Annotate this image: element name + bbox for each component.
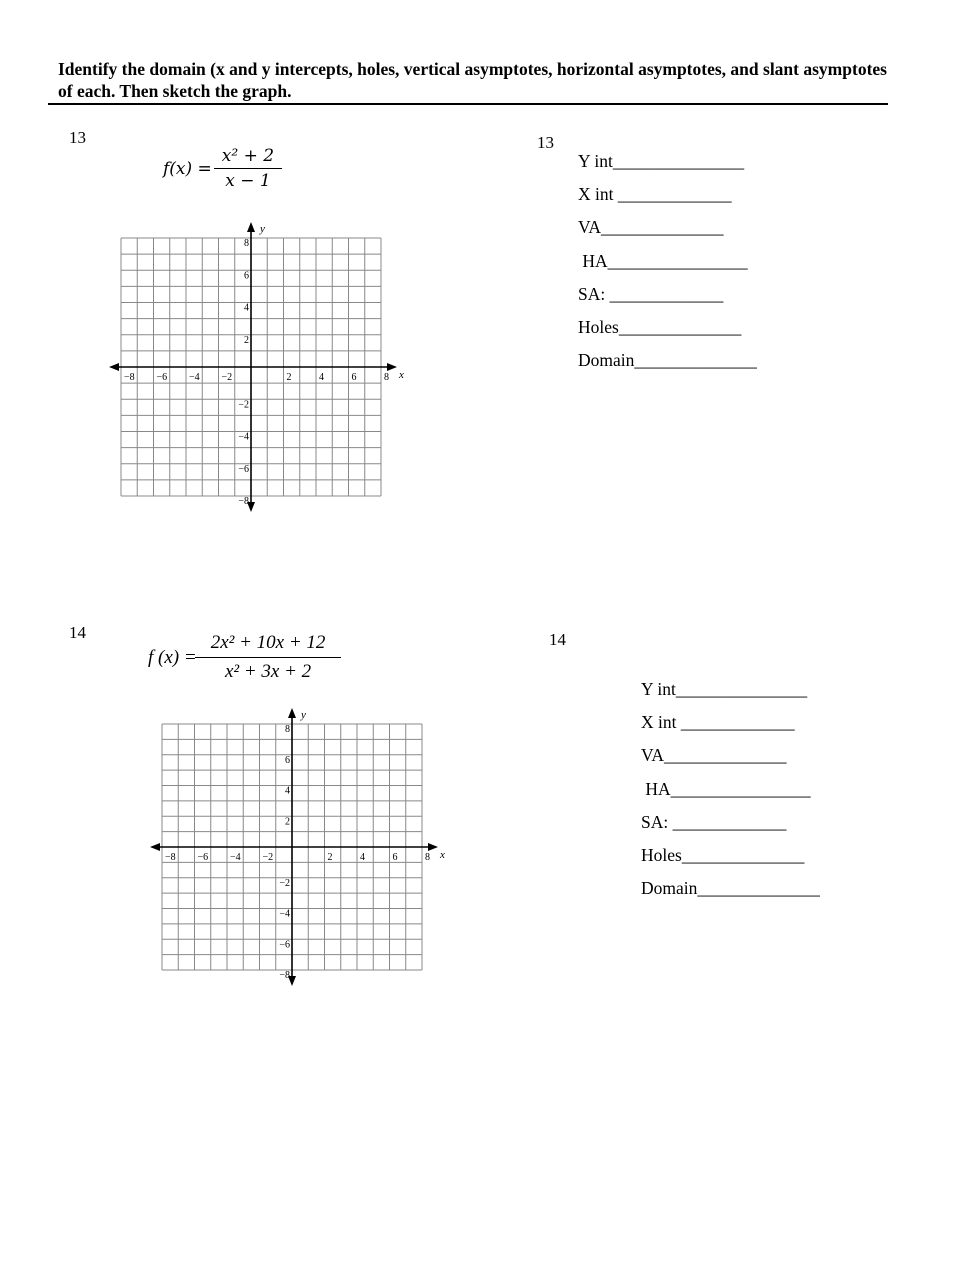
x-tick-label: 8 bbox=[425, 852, 430, 863]
y-tick-label: 6 bbox=[285, 754, 290, 766]
x-tick-label: 6 bbox=[392, 852, 398, 863]
problem-13-answer-fields bbox=[578, 145, 757, 377]
x-tick-label: −4 bbox=[230, 852, 241, 863]
problem-13-number-left: 13 bbox=[69, 128, 86, 147]
x-tick-label: −2 bbox=[221, 372, 233, 383]
function-numerator: x² + 2 bbox=[221, 146, 275, 166]
x-axis-arrow-left bbox=[109, 363, 119, 371]
answer-x-intercept[interactable]: X int _____________ bbox=[578, 184, 732, 205]
x-axis-label: x bbox=[440, 849, 445, 861]
y-tick-label: −2 bbox=[238, 399, 249, 411]
y-axis-label: y bbox=[260, 223, 265, 235]
x-tick-label: −8 bbox=[124, 372, 135, 383]
problem-13-coordinate-grid[interactable] bbox=[106, 214, 406, 520]
answer-holes[interactable]: Holes______________ bbox=[578, 316, 742, 337]
problem-13-number-right: 13 bbox=[537, 133, 554, 152]
x-tick-label: −2 bbox=[262, 852, 274, 863]
function-fraction bbox=[218, 144, 278, 193]
y-tick-label: 2 bbox=[244, 334, 249, 346]
x-tick-label: 2 bbox=[286, 372, 292, 383]
x-tick-label: 6 bbox=[351, 372, 357, 383]
function-denominator: x − 1 bbox=[225, 171, 271, 191]
answer-y-intercept[interactable]: Y int_______________ bbox=[578, 151, 745, 171]
y-tick-label: −6 bbox=[279, 939, 290, 951]
answer-x-intercept[interactable]: X int _____________ bbox=[641, 712, 795, 733]
answer-vertical-asymptote[interactable]: VA______________ bbox=[641, 745, 787, 766]
y-axis-arrow-up bbox=[288, 708, 296, 718]
y-tick-label: 8 bbox=[244, 238, 249, 249]
answer-y-intercept[interactable]: Y int_______________ bbox=[641, 679, 808, 699]
y-axis-arrow-up bbox=[247, 222, 255, 232]
y-tick-label: −8 bbox=[238, 496, 249, 507]
y-tick-label: 4 bbox=[244, 302, 249, 314]
y-tick-label: 8 bbox=[285, 724, 290, 735]
x-axis-arrow-left bbox=[150, 843, 160, 851]
function-fraction bbox=[203, 629, 334, 686]
y-tick-label: 6 bbox=[244, 270, 249, 282]
x-axis-arrow-right bbox=[387, 363, 397, 371]
answer-vertical-asymptote[interactable]: VA______________ bbox=[578, 217, 724, 238]
y-tick-label: −4 bbox=[279, 908, 290, 920]
y-tick-label: −2 bbox=[279, 877, 290, 889]
answer-domain[interactable]: Domain______________ bbox=[578, 350, 757, 371]
answer-horizontal-asymptote[interactable]: HA________________ bbox=[641, 778, 811, 799]
function-lhs: f(x) = bbox=[163, 158, 212, 179]
y-tick-label: 2 bbox=[285, 816, 290, 828]
y-tick-label: −6 bbox=[238, 463, 249, 475]
problem-14-coordinate-grid[interactable] bbox=[147, 700, 447, 994]
function-numerator: 2x² + 10x + 12 bbox=[210, 632, 326, 653]
answer-slant-asymptote[interactable]: SA: _____________ bbox=[641, 811, 787, 832]
x-tick-label: −6 bbox=[197, 852, 209, 863]
x-tick-label: −4 bbox=[189, 372, 200, 383]
problem-14-function bbox=[148, 629, 333, 686]
x-tick-label: −6 bbox=[156, 372, 168, 383]
header-rule bbox=[48, 103, 888, 105]
answer-slant-asymptote[interactable]: SA: _____________ bbox=[578, 283, 724, 304]
y-axis-label: y bbox=[301, 709, 306, 721]
problem-14-number-left: 14 bbox=[69, 623, 86, 642]
x-tick-label: 8 bbox=[384, 372, 389, 383]
y-tick-label: −8 bbox=[279, 970, 290, 981]
x-tick-label: 4 bbox=[360, 852, 365, 863]
function-lhs: f (x) = bbox=[148, 646, 197, 668]
x-axis-label: x bbox=[399, 369, 404, 381]
function-denominator: x² + 3x + 2 bbox=[224, 661, 312, 682]
problem-14-number-right: 14 bbox=[549, 630, 566, 649]
problem-14-answer-fields bbox=[641, 673, 820, 905]
answer-holes[interactable]: Holes______________ bbox=[641, 844, 805, 865]
x-axis-arrow-right bbox=[428, 843, 438, 851]
answer-horizontal-asymptote[interactable]: HA________________ bbox=[578, 250, 748, 271]
problem-13-function bbox=[163, 144, 278, 193]
y-tick-label: −4 bbox=[238, 431, 249, 443]
y-tick-label: 4 bbox=[285, 785, 290, 797]
x-tick-label: 2 bbox=[327, 852, 333, 863]
x-tick-label: 4 bbox=[319, 372, 324, 383]
answer-domain[interactable]: Domain______________ bbox=[641, 878, 820, 899]
x-tick-label: −8 bbox=[165, 852, 176, 863]
instructions: Identify the domain (x and y intercepts, holes, vertical asymptotes, horizontal asymptotes, and slant asymptotes of each. Then sketch the graph. bbox=[58, 59, 887, 101]
